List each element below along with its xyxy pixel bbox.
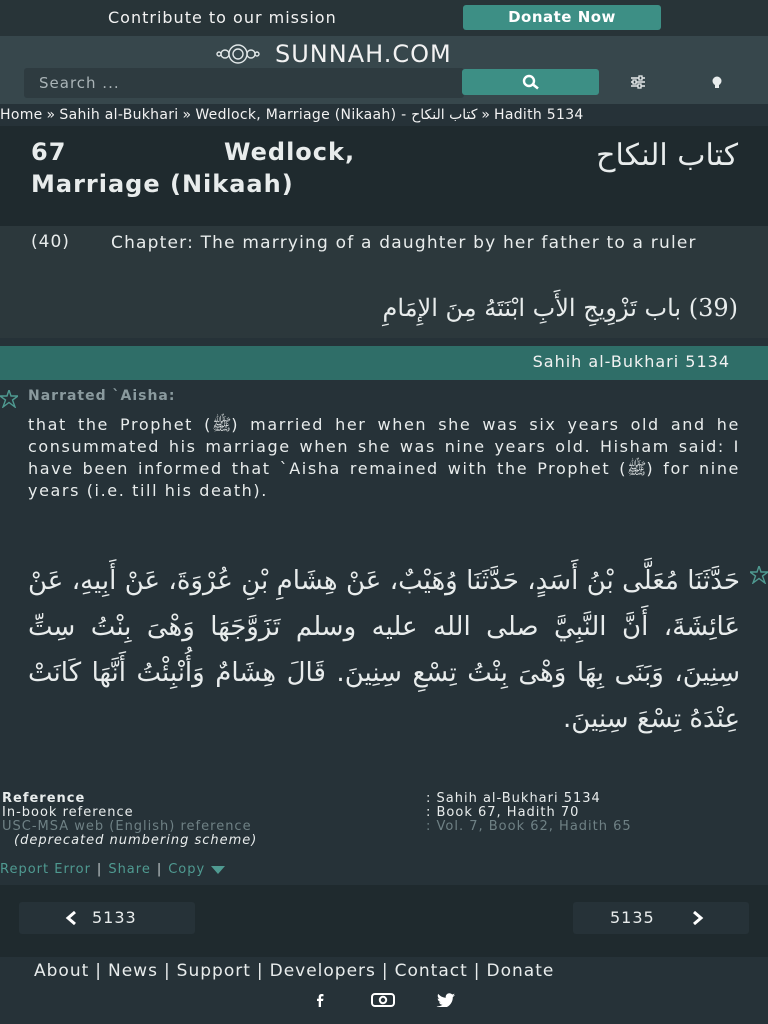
copy-link[interactable]: Copy (168, 862, 206, 877)
chapter-title-arabic: (39) باب تَزْوِيجِ الأَبِ ابْنَتَهُ مِنَ الإِمَامِ (382, 294, 738, 322)
hadith-arabic-text: حَدَّثَنَا مُعَلَّى بْنُ أَسَدٍ، حَدَّثَنَا وُهَيْبٌ، عَنْ هِشَامِ بْنِ عُرْوَةَ، عَنْ أَبِيهِ، عَنْ عَائِشَةَ، أَنَّ النَّبِيَّ صلى الله عليه وسلم تَزَوَّجَهَا وَهْىَ بِنْتُ سِتِّ سِنِينَ، وَبَنَى بِهَا وَهْىَ بِنْتُ تِسْعِ سِنِينَ‏.‏ قَالَ هِشَامٌ وَأُنْبِئْتُ أَنَّهَا كَانَتْ عِنْدَهُ تِسْعَ سِنِينَ‏.‏ (28, 566, 740, 734)
deprecated-note: (deprecated numbering scheme) (14, 833, 258, 848)
breadcrumb: Home » Sahih al-Bukhari » Wedlock, Marriage (Nikaah) - كتاب النكاح » Hadith 5134 (0, 104, 768, 124)
footer-link-developers[interactable]: Developers (269, 961, 376, 981)
chapter-title: Chapter: The marrying of a daughter by her father to a ruler (111, 233, 697, 253)
star-icon (750, 566, 768, 584)
inbook-reference-value: : Book 67, Hadith 70 (426, 805, 580, 820)
search-input[interactable] (24, 68, 464, 98)
book-title-arabic: كتاب النكاح (596, 138, 738, 173)
site-header (0, 36, 768, 104)
breadcrumb-book[interactable]: Wedlock, Marriage (Nikaah) - كتاب النكاح (195, 107, 478, 123)
hadith-navigation (0, 885, 768, 957)
next-hadith-number: 5135 (610, 908, 655, 927)
usc-reference-value: : Vol. 7, Book 62, Hadith 65 (426, 819, 632, 834)
mission-text: Contribute to our mission (108, 8, 337, 27)
reference-label: Reference (2, 791, 86, 806)
breadcrumb-collection[interactable]: Sahih al-Bukhari (59, 107, 179, 123)
share-link[interactable]: Share (108, 862, 151, 877)
footer-link-support[interactable]: Support (176, 961, 251, 981)
breadcrumb-home[interactable]: Home (0, 107, 43, 123)
site-footer (0, 957, 768, 1024)
hadith-english-text: that the Prophet (ﷺ) married her when she was six years old and he consummated his marriage when she was nine years old. Hisham said: I have been informed that `Aisha remained with the Prophet (ﷺ) for nine years (i.e. till his death). (28, 415, 740, 500)
book-title-line1: Wedlock, (224, 138, 356, 166)
next-hadith-button[interactable] (573, 902, 749, 934)
search-icon (522, 74, 540, 90)
lightbulb-icon[interactable] (710, 75, 724, 89)
reference-table (0, 792, 768, 848)
footer-link-news[interactable]: News (108, 961, 158, 981)
footer-link-about[interactable]: About (34, 961, 90, 981)
donate-button[interactable]: Donate Now (463, 5, 661, 30)
footer-link-contact[interactable]: Contact (394, 961, 468, 981)
narrator: Narrated `Aisha: (28, 388, 176, 404)
inbook-reference-label: In-book reference (2, 805, 134, 820)
chevron-left-icon (65, 911, 79, 925)
site-logo[interactable] (215, 40, 452, 68)
chapter-number: (40) (31, 232, 70, 252)
chevron-right-icon (690, 911, 704, 925)
book-title-block (0, 126, 768, 226)
instagram-icon[interactable] (371, 993, 395, 1007)
twitter-icon[interactable] (436, 993, 456, 1007)
star-icon (0, 390, 18, 408)
usc-reference-label: USC-MSA web (English) reference (2, 819, 252, 834)
hadith-container (0, 380, 768, 885)
chapter-block (0, 226, 768, 338)
report-error-link[interactable]: Report Error (0, 862, 91, 877)
logo-text: SUNNAH.COM (275, 40, 452, 68)
collection-reference: Sahih al-Bukhari 5134 (532, 352, 730, 371)
settings-sliders-icon[interactable] (630, 75, 646, 89)
footer-links: About | News | Support | Developers | Contact | Donate (34, 961, 555, 981)
logo-icon (215, 43, 261, 65)
search-button[interactable] (462, 69, 599, 95)
book-title-line2: Marriage (Nikaah) (31, 170, 294, 198)
reference-value: : Sahih al-Bukhari 5134 (426, 791, 601, 806)
hadith-actions: Report Error | Share | Copy (0, 862, 226, 877)
top-bar (0, 0, 768, 36)
chevron-down-icon[interactable] (210, 865, 226, 875)
hadith-reference-bar (0, 346, 768, 380)
previous-hadith-button[interactable] (19, 902, 195, 934)
previous-hadith-number: 5133 (92, 908, 137, 927)
search-placeholder: Search ... (39, 74, 120, 92)
book-number: 67 (31, 138, 67, 166)
footer-link-donate[interactable]: Donate (486, 961, 555, 981)
breadcrumb-hadith: Hadith 5134 (494, 107, 584, 123)
facebook-icon[interactable] (314, 993, 326, 1007)
